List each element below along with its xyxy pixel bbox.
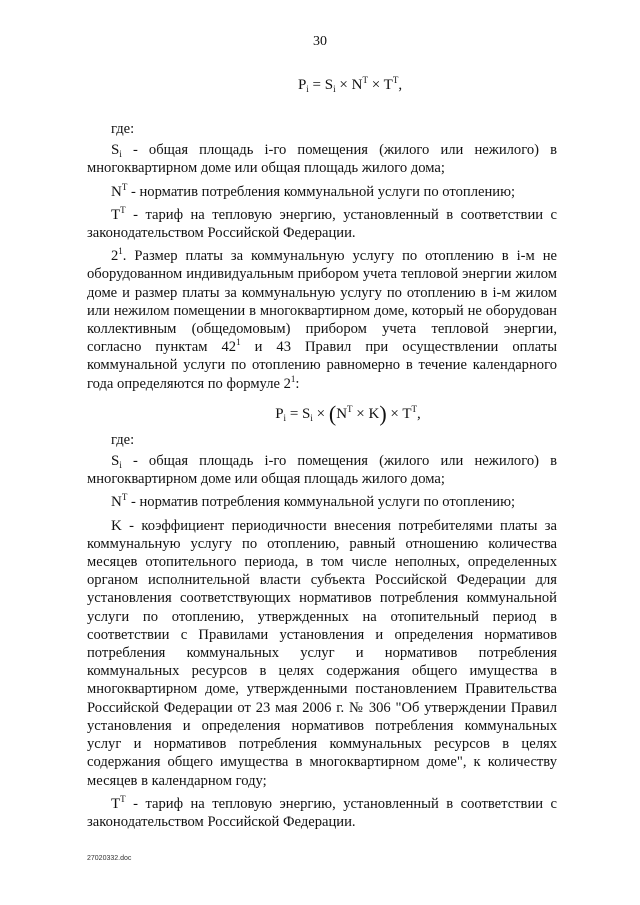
definition-s-2-symbol: S [111,453,120,470]
page-number: 30 [313,34,327,49]
formula-2-end: , [417,405,421,422]
formula-2-mul-1: × [312,405,329,422]
clause-2-1 [87,247,557,393]
definition-n-1-sup: T [121,181,128,192]
formula-2-s: S [302,405,311,422]
formula-1-n: N [351,77,363,93]
where-label-1: где: [111,121,135,137]
definition-n-1-symbol: N [111,183,122,200]
formula-1-s-sub: i [333,84,336,94]
definition-s-1 [87,141,557,177]
formula-2-lparen: ( [328,400,337,426]
clause-text-end: : [295,375,300,392]
formula-1-lhs: P [297,77,307,93]
clause-number-sup: 1 [118,246,123,257]
formula-2-n: N [336,405,348,422]
definition-s-1-sub: i [119,149,122,160]
formula-2-mul-2: × [352,405,369,422]
formula-1-lhs-sub: i [306,84,309,94]
formula-2-lhs-sub: i [283,412,287,423]
definition-s-2-text: - общая площадь i-го помещения (жилого или нежилого) в многоквартирном доме или общая площадь жилого дома; [87,453,557,488]
formula-1-mul-1: × [335,77,352,93]
formula-2-lhs: P [275,405,284,422]
definition-n-1-text: - норматив потребления коммунальной услуги по отоплению; [127,183,516,200]
formula-1-n-sup: T [362,75,368,85]
definition-t-1 [87,206,557,242]
definition-t-2-sup: T [120,793,126,804]
definition-t-1-sup: T [120,204,126,215]
definition-t-2-text: - тариф на тепловую энергию, установленный в соответствии с законодательством Российской Федерации. [87,795,557,830]
definition-n-1 [87,183,557,201]
clause-text-b: и 43 Правил при осуществлении оплаты коммунальной услуги по отоплению равномерно в течение календарного года определяются по формуле 2 [87,339,558,392]
formula-1-t: T [383,77,393,93]
definition-t-2 [87,795,557,831]
formula-1-s: S [324,77,334,93]
formula-2-mul-3: × [386,405,403,422]
definition-t-1-symbol: T [111,206,121,223]
definition-k [87,517,557,790]
formula-2-rparen: ) [379,400,387,426]
definition-n-2-sup: T [121,492,128,503]
formula-2-n-sup: T [347,403,353,414]
formula-1-t-sup: T [392,75,399,85]
formula-2-t-sup: T [411,403,418,414]
formula-2-t: T [402,405,412,422]
where-label-2: где: [111,431,135,448]
formula-2 [139,400,557,426]
footer-file-code: 27020332.doc [87,855,132,862]
definition-n-2-text: - норматив потребления коммунальной услуги по отоплению; [127,494,516,511]
formula-1-end: , [398,77,403,93]
formula-1 [143,74,557,96]
formula-2-k: K [368,405,380,422]
clause-ref-sup: 1 [236,337,241,348]
definition-t-2-symbol: T [111,795,121,812]
definition-s-2 [87,452,557,488]
clause-number: 2 [111,248,119,265]
definition-k-symbol: K [111,517,122,534]
definition-s-1-symbol: S [111,142,120,159]
clause-formula-sup: 1 [290,373,296,384]
formula-1-mul-2: × [367,77,384,93]
document-body [87,74,557,836]
formula-1-eq: = [308,77,325,93]
definition-s-1-text: - общая площадь i-го помещения (жилого или нежилого) в многоквартирном доме или общая площадь жилого дома; [87,142,557,177]
definition-k-text: - коэффициент периодичности внесения потребителями платы за коммунальную услугу по отоплению, равный отношению количества месяцев отопительного периода, в том числе неполных, определенных органом исполнительной власти субъекта Российской Федерации для установления соответствующих нормативов потребления коммунальной услуги по отоплению, утвержденных на отопительный период в соответствии с Правилами установления и определения нормативов потребления коммунальных услуг и нормативов потребления коммунальных ресурсов в целях содержания общего имущества в многоквартирном доме, утвержденными постановлением Правительства Российской Федерации от 23 мая 2006 г. № 306 "Об утверждении Правил установления и определения нормативов потребления коммунальных услуг и нормативов потребления коммунальных ресурсов в целях содержания общего имущества в многоквартирном доме", к количеству месяцев в календарном году; [87,517,557,789]
formula-2-s-sub: i [310,412,313,423]
definition-s-2-sub: i [119,460,122,471]
definition-t-1-text: - тариф на тепловую энергию, установленный в соответствии с законодательством Российской Федерации. [87,206,557,242]
formula-2-eq: = [286,405,303,422]
definition-n-2-symbol: N [111,494,122,511]
definition-n-2 [87,493,557,511]
clause-text-a: . Размер платы за коммунальную услугу по отоплению в i-м не оборудованном индивидуальным прибором учета тепловой энергии жилом доме и размер платы за коммунальную услугу по отоплению в i-м жилом или нежилом помещении в многоквартирном доме, который не оборудован коллективным (общедомовым) прибором учета тепловой энергии, согласно пунктам 42 [87,248,557,356]
